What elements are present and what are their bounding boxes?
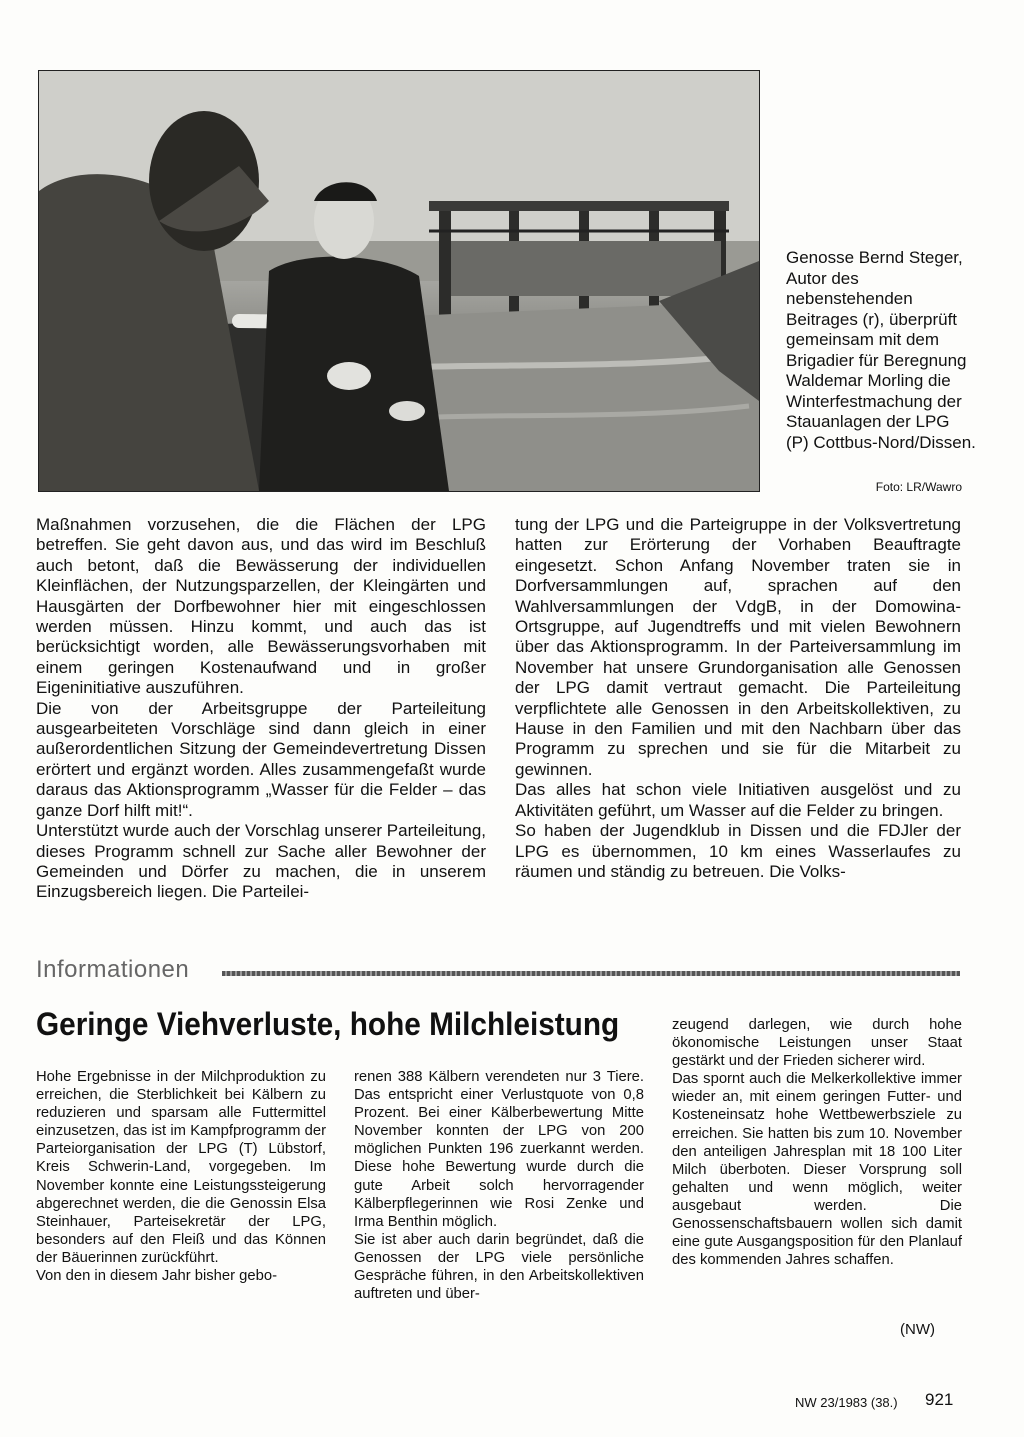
- paragraph: tung der LPG und die Parteigruppe in der Volksvertretung hatten zur Erörterung der Vorhaben Beauftragte eingesetzt. Schon Anfang November traten sie in Dorfversammlungen auf, sprachen auf den Wahlversammlungen der VdgB, in der Domowina-Ortsgruppe, auf Jugendtreffs und mit vielen Bewohnern über das Aktionsprogramm. In der Parteiversammlung im November hat unsere Grundorganisation alle Genossen der LPG damit vertraut gemacht. Die Parteileitung verpflichtete alle Genossen in den Arbeitskollektiven, zu Hause in den Familien und mit den Nachbarn über das Programm zu sprechen und sie für die Mitarbeit zu gewinnen.: [515, 515, 961, 779]
- news-column-1: [36, 1068, 326, 1285]
- news-signoff: (NW): [900, 1321, 935, 1338]
- photo-credit: Foto: LR/Wawro: [875, 480, 962, 494]
- article-column-right: [515, 515, 961, 882]
- paragraph: Von den in diesem Jahr bisher gebo-: [36, 1268, 278, 1285]
- paragraph: So haben der Jugendklub in Dissen und die FDJler der LPG es übernommen, 10 km eines Wasserlaufes zu räumen und ständig zu betreuen. Die Volks-: [515, 821, 961, 881]
- paragraph: Das spornt auch die Melkerkollektive immer wieder an, mit einem geringen Futter- und Kosteneinsatz hohe Wettbewerbsziele zu erreichen. Sie hatten bis zum 10. November den anteiligen Jahresplan mit 18 100 Liter Milch überboten. Dieser Vorsprung soll gehalten und wenn möglich, weiter ausgebaut werden. Die Genossenschaftsbauern wollen sich damit eine gute Ausgangsposition für den Planlauf des kommenden Jahres schaffen.: [672, 1071, 962, 1269]
- paragraph: Sie ist aber auch darin begründet, daß die Genossen der LPG viele persönliche Gespräche führen, in den Arbeitskollektiven auftreten und über-: [354, 1231, 644, 1303]
- issue-number: NW 23/1983 (38.): [795, 1395, 898, 1410]
- paragraph: zeugend darlegen, wie durch hohe ökonomische Leistungen unser Staat gestärkt und der Frieden sicherer wird.: [672, 1017, 962, 1070]
- photo-illustration: [39, 71, 759, 491]
- article-column-left: [36, 515, 486, 903]
- paragraph: Hohe Ergebnisse in der Milchproduktion zu erreichen, die Sterblichkeit bei Kälbern zu reduzieren und sparsam alle Futtermittel einzusetzen, das ist im Kampfprogramm der Parteiorganisation der LPG (T) Lübstorf, Kreis Schwerin-Land, vorgegeben. Im November konnte eine Leistungssteigerung abgerechnet werden, die die Genossin Elsa Steinhauer, Parteisekretär der LPG, besonders auf den Fleiß und das Können der Bäuerinnen zurückführt.: [36, 1069, 326, 1266]
- paragraph: Die von der Arbeitsgruppe der Parteileitung ausgearbeiteten Vorschläge sind dann gleich in einer außerordentlichen Sitzung der Gemeindevertretung Dissen erörtert und ergänzt worden. Alles zusammengefaßt wurde daraus das Aktionsprogramm „Wasser für die Felder – das ganze Dorf hilft mit!“.: [36, 698, 486, 820]
- article-photo: [38, 70, 760, 492]
- section-label: Informationen: [36, 956, 203, 984]
- news-column-3: [672, 1016, 962, 1269]
- photo-caption: Genosse Bernd Steger, Autor des nebenstehenden Beitrages (r), überprüft gemeinsam mit dem Brigadier für Beregnung Waldemar Morling die Winterfestmachung der Stauanlagen der LPG (P) Cottbus-Nord/Dissen.: [786, 248, 976, 452]
- paragraph: Maßnahmen vorzusehen, die die Flächen der LPG betreffen. Sie geht davon aus, und das wird im Beschluß auch betont, daß die Bewässerung der individuellen Kleinflächen, der Nutzungsparzellen, der Kleingärten und Hausgärten der Dorfbewohner hier mit eingeschlossen werden müssen. Hinzu kommt, und auch das ist berücksichtigt worden, alle Bewässerungsvorhaben mit einem geringen Kostenaufwand und in großer Eigeninitiative auszuführen.: [36, 515, 486, 698]
- news-headline: Geringe Viehverluste, hohe Milchleistung: [36, 1006, 620, 1042]
- paragraph: Das alles hat schon viele Initiativen ausgelöst und zu Aktivitäten geführt, um Wasser auf die Felder zu bringen.: [515, 780, 961, 820]
- section-divider: [36, 956, 960, 986]
- paragraph: renen 388 Kälbern verendeten nur 3 Tiere. Das entspricht einer Verlustquote von 0,8 Prozent. Bei einer Kälberbewertung Mitte November konnten der LPG von 200 möglichen Punkten 196 zuerkannt werden. Diese hohe Bewertung wurde durch die gute Arbeit solch hervorragender Kälberpflegerinnen wie Rosi Zenke und Irma Benthin möglich.: [354, 1069, 644, 1230]
- news-column-2: [354, 1068, 644, 1303]
- section-rule-bar: [222, 971, 960, 976]
- paragraph: Unterstützt wurde auch der Vorschlag unserer Parteileitung, dieses Programm schnell zur Sache aller Bewohner der Gemeinden und Dörfer zu machen, die in unserem Einzugsbereich liegen. Die Parteilei-: [36, 821, 486, 902]
- page-number: 921: [925, 1390, 954, 1409]
